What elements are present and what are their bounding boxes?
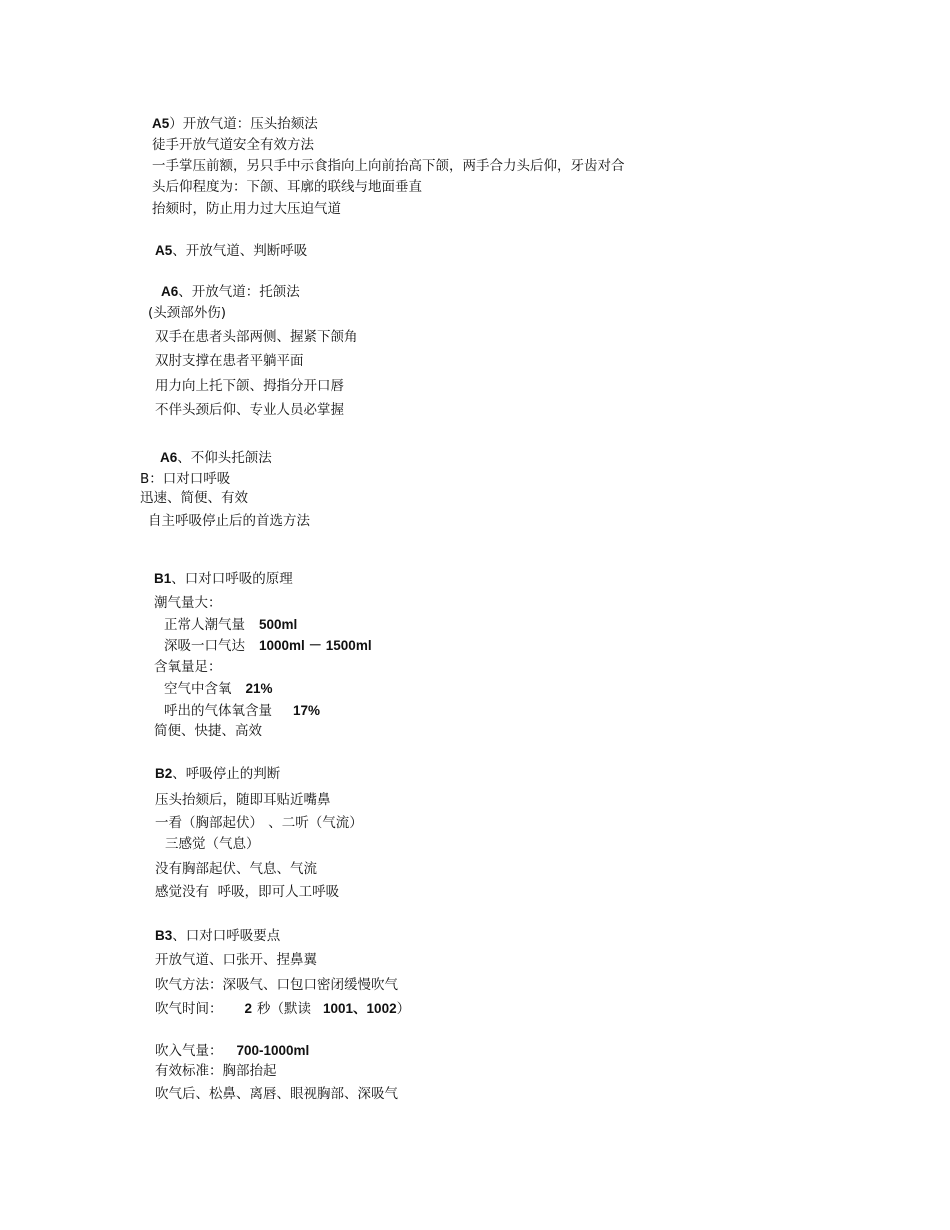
b1-deep-row [164, 637, 372, 655]
b2-line-5: 感觉没有 呼吸，即可人工呼吸 [155, 884, 340, 900]
b2-line-2a: 一看（胸部起伏） [155, 815, 257, 831]
b1-exhaled-row [164, 702, 320, 720]
b3-line-2: 吹气方法：深吸气、口包口密闭缓慢吹气 [155, 977, 398, 993]
b1-summary: 简便、快捷、高效 [154, 723, 262, 739]
a5-line-4: 抬颏时，防止用力过大压迫气道 [152, 201, 341, 217]
a6-heading [161, 283, 300, 301]
b3-id: B3 [155, 928, 173, 943]
b1-tidal-label: 潮气量大： [154, 595, 222, 611]
b-line-1: 迅速、简便、有效 [140, 490, 248, 506]
b1-deep-value: 1000ml － 1500ml [259, 638, 372, 653]
b1-heading [154, 570, 293, 588]
b-id: B [140, 471, 150, 487]
a5-id: A5 [152, 116, 170, 131]
b2-line-2 [155, 814, 363, 832]
b3-criterion: 有效标准：胸部抬起 [155, 1063, 277, 1079]
b2-line-3: 三感觉（气息） [165, 836, 260, 852]
a6-line-1: (头颈部外伤) [148, 305, 227, 321]
a6-line-5: 不伴头颈后仰、专业人员必掌握 [155, 402, 344, 418]
a5-line-2: 一手掌压前额，另只手中示食指向上向前抬高下颌，两手合力头后仰，牙齿对合 [152, 158, 625, 174]
b3-volume-value: 700-1000ml [236, 1043, 310, 1058]
a6-caption-text: 、不仰头托颌法 [177, 450, 272, 466]
b3-volume-label: 吹入气量： [155, 1043, 223, 1059]
a5-caption [155, 242, 307, 260]
b1-id: B1 [154, 571, 172, 586]
b3-time-count: 1001、1002 [323, 1001, 397, 1016]
a5-heading [152, 115, 318, 133]
b3-line-1: 开放气道、口张开、捏鼻翼 [155, 952, 317, 968]
a5-title: ）开放气道：压头抬颏法 [169, 116, 318, 132]
a6-line-3: 双肘支撑在患者平躺平面 [155, 353, 304, 369]
b3-time-label: 吹气时间： [155, 1001, 223, 1017]
b-heading [140, 470, 230, 488]
b2-line-1: 压头抬颏后，随即耳贴近嘴鼻 [155, 792, 331, 808]
b3-title: 、口对口呼吸要点 [172, 928, 281, 944]
b2-line-2b: 、二听（气流） [268, 815, 363, 831]
a6-line-2: 双手在患者头部两侧、握紧下颌角 [155, 329, 358, 345]
b1-air-row [164, 680, 273, 698]
a6-caption [160, 449, 272, 467]
b1-exhaled-value: 17% [293, 703, 321, 718]
b3-time-row [155, 1000, 410, 1018]
b1-deep-label: 深吸一口气达 [164, 638, 245, 654]
b1-title: 、口对口呼吸的原理 [171, 571, 293, 587]
b1-air-value: 21% [245, 681, 273, 696]
b1-air-label: 空气中含氧 [164, 681, 232, 697]
b-title: ：口对口呼吸 [149, 471, 231, 487]
a6-id: A6 [161, 284, 179, 299]
b3-after: 吹气后、松鼻、离唇、眼视胸部、深吸气 [155, 1086, 398, 1102]
b2-heading [155, 765, 280, 783]
b3-time-value: 2 [244, 1001, 253, 1016]
b1-normal-value: 500ml [259, 617, 298, 632]
a6-caption-id: A6 [160, 450, 178, 465]
b1-normal-label: 正常人潮气量 [164, 617, 245, 633]
b3-time-unit: 秒（默读 [257, 1001, 312, 1017]
a5-line-3: 头后仰程度为：下颌、耳廓的联线与地面垂直 [152, 179, 422, 195]
b3-volume-row [155, 1042, 309, 1060]
b3-time-close: ） [396, 1001, 411, 1017]
b2-line-4: 没有胸部起伏、气息、气流 [155, 861, 317, 877]
b1-exhaled-label: 呼出的气体氧含量 [164, 703, 272, 719]
b-line-2: 自主呼吸停止后的首选方法 [148, 513, 310, 529]
b1-oxygen-label: 含氧量足： [154, 659, 222, 675]
a5-caption-text: 、开放气道、判断呼吸 [172, 243, 308, 259]
a6-line-4: 用力向上托下颌、拇指分开口唇 [155, 378, 344, 394]
b3-heading [155, 927, 280, 945]
a5-line-1: 徒手开放气道安全有效方法 [152, 137, 314, 153]
b1-normal-row [164, 616, 297, 634]
b2-id: B2 [155, 766, 173, 781]
a5-caption-id: A5 [155, 243, 173, 258]
b2-title: 、呼吸停止的判断 [172, 766, 281, 782]
a6-title: 、开放气道：托颌法 [178, 284, 300, 300]
